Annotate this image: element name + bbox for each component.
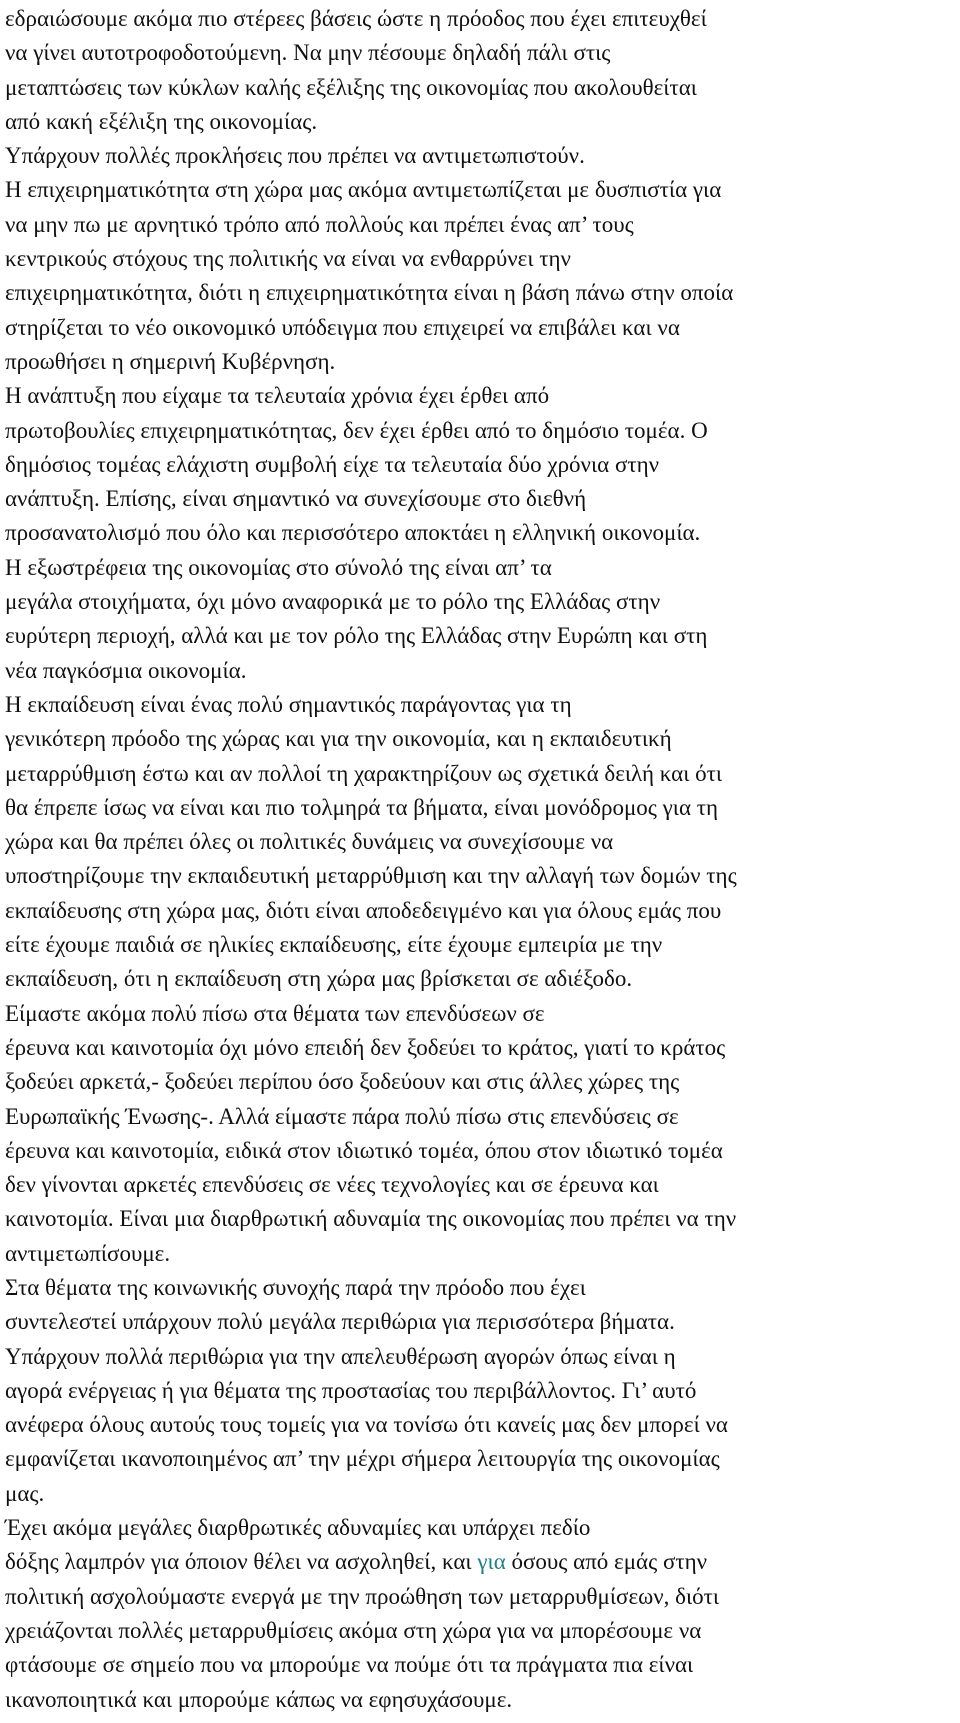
text-line: αγορά ενέργειας ή για θέματα της προστασίας του περιβάλλοντος. Γι’ αυτό bbox=[5, 1377, 697, 1403]
text-line: έρευνα και καινοτομία, ειδικά στον ιδιωτικό τομέα, όπου στον ιδιωτικό τομέα bbox=[5, 1137, 723, 1163]
text-line: εκπαίδευση, ότι η εκπαίδευση στη χώρα μας βρίσκεται σε αδιέξοδο. bbox=[5, 966, 633, 992]
text-line: χώρα και θα πρέπει όλες οι πολιτικές δυνάμεις να συνεχίσουμε να bbox=[5, 829, 614, 855]
text-line: Στα θέματα της κοινωνικής συνοχής παρά την πρόοδο που έχει bbox=[5, 1274, 586, 1300]
text-line: νέα παγκόσμια οικονομία. bbox=[5, 657, 247, 683]
text-line: ξοδεύει αρκετά,- ξοδεύει περίπου όσο ξοδεύουν και στις άλλες χώρες της bbox=[5, 1069, 680, 1095]
text-line: εκπαίδευσης στη χώρα μας, διότι είναι αποδεδειγμένο και για όλους εμάς που bbox=[5, 897, 722, 923]
text-line: ανέφερα όλους αυτούς τους τομείς για να τονίσω ότι κανείς μας δεν μπορεί να bbox=[5, 1412, 728, 1438]
text-line: αντιμετωπίσουμε. bbox=[5, 1240, 171, 1266]
highlighted-word: για bbox=[477, 1549, 506, 1575]
document-body bbox=[5, 2, 955, 1545]
text-line: Η εξωστρέφεια της οικονομίας στο σύνολό της είναι απ’ τα bbox=[5, 554, 552, 580]
text-line: δημόσιος τομέας ελάχιστη συμβολή είχε τα τελευταία δύο χρόνια στην bbox=[5, 451, 660, 477]
text-after-highlight: όσους από εμάς στην bbox=[505, 1549, 708, 1575]
text-line: φτάσουμε σε σημείο που να μπορούμε να πούμε ότι τα πράγματα πια είναι bbox=[5, 1652, 694, 1678]
text-line: Η ανάπτυξη που είχαμε τα τελευταία χρόνια έχει έρθει από bbox=[5, 383, 550, 409]
text-line: Ευρωπαϊκής Ένωσης-. Αλλά είμαστε πάρα πολύ πίσω στις επενδύσεις σε bbox=[5, 1103, 679, 1129]
text-line: προσανατολισμό που όλο και περισσότερο αποκτάει η ελληνική οικονομία. bbox=[5, 520, 701, 546]
text-line: Η επιχειρηματικότητα στη χώρα μας ακόμα αντιμετωπίζεται με δυσπιστία για bbox=[5, 177, 722, 203]
text-line-highlighted bbox=[5, 1545, 955, 1579]
text-line: έρευνα και καινοτομία όχι μόνο επειδή δεν ξοδεύει το κράτος, γιατί το κράτος bbox=[5, 1034, 726, 1060]
text-line: πολιτική ασχολούμαστε ενεργά με την προώθηση των μεταρρυθμίσεων, διότι bbox=[5, 1583, 720, 1609]
text-line: μεγάλα στοιχήματα, όχι μόνο αναφορικά με το ρόλο της Ελλάδας στην bbox=[5, 589, 661, 615]
text-line: ικανοποιητικά και μπορούμε κάπως να εφησυχάσουμε. bbox=[5, 1686, 513, 1712]
text-line: μεταπτώσεις των κύκλων καλής εξέλιξης της οικονομίας που ακολουθείται bbox=[5, 74, 697, 100]
text-before-highlight: δόξης λαμπρόν για όποιον θέλει να ασχοληθεί, και bbox=[5, 1549, 478, 1575]
text-line: μας. bbox=[5, 1480, 45, 1506]
text-line: προωθήσει η σημερινή Κυβέρνηση. bbox=[5, 348, 336, 374]
text-line: γενικότερη πρόοδο της χώρας και για την οικονομία, και η εκπαιδευτική bbox=[5, 726, 672, 752]
text-line: Υπάρχουν πολλές προκλήσεις που πρέπει να αντιμετωπιστούν. bbox=[5, 143, 585, 169]
document-body-tail bbox=[5, 1580, 955, 1717]
text-line: Υπάρχουν πολλά περιθώρια για την απελευθέρωση αγορών όπως είναι η bbox=[5, 1343, 676, 1369]
text-line: επιχειρηματικότητα, διότι η επιχειρηματικότητα είναι η βάση πάνω στην οποία bbox=[5, 280, 734, 306]
text-line: Η εκπαίδευση είναι ένας πολύ σημαντικός παράγοντας για τη bbox=[5, 691, 572, 717]
text-line: εμφανίζεται ικανοποιημένος απ’ την μέχρι σήμερα λειτουργία της οικονομίας bbox=[5, 1446, 720, 1472]
text-line: Είμαστε ακόμα πολύ πίσω στα θέματα των επενδύσεων σε bbox=[5, 1000, 545, 1026]
text-line: συντελεστεί υπάρχουν πολύ μεγάλα περιθώρια για περισσότερα βήματα. bbox=[5, 1309, 675, 1335]
text-line: εδραιώσουμε ακόμα πιο στέρεες βάσεις ώστε η πρόοδος που έχει επιτευχθεί bbox=[5, 6, 707, 31]
text-line: να γίνει αυτοτροφοδοτούμενη. Να μην πέσουμε δηλαδή πάλι στις bbox=[5, 40, 611, 66]
text-line: καινοτομία. Είναι μια διαρθρωτική αδυναμία της οικονομίας που πρέπει να την bbox=[5, 1206, 737, 1232]
text-line: από κακή εξέλιξη της οικονομίας. bbox=[5, 108, 318, 134]
text-line: χρειάζονται πολλές μεταρρυθμίσεις ακόμα στη χώρα για να μπορέσουμε να bbox=[5, 1617, 702, 1643]
text-line: μεταρρύθμιση έστω και αν πολλοί τη χαρακτηρίζουν ως σχετικά δειλή και ότι bbox=[5, 760, 723, 786]
text-line: θα έπρεπε ίσως να είναι και πιο τολμηρά τα βήματα, είναι μονόδρομος για τη bbox=[5, 794, 719, 820]
text-line: δεν γίνονται αρκετές επενδύσεις σε νέες τεχνολογίες και σε έρευνα και bbox=[5, 1172, 659, 1198]
text-line: ανάπτυξη. Επίσης, είναι σημαντικό να συνεχίσουμε στο διεθνή bbox=[5, 486, 587, 512]
text-line: υποστηρίζουμε την εκπαιδευτική μεταρρύθμιση και την αλλαγή των δομών της bbox=[5, 863, 737, 889]
text-line: να μην πω με αρνητικό τρόπο από πολλούς και πρέπει ένας απ’ τους bbox=[5, 211, 634, 237]
text-line: είτε έχουμε παιδιά σε ηλικίες εκπαίδευσης, είτε έχουμε εμπειρία με την bbox=[5, 932, 663, 958]
text-line: στηρίζεται το νέο οικονομικό υπόδειγμα που επιχειρεί να επιβάλει και να bbox=[5, 314, 680, 340]
text-line: Έχει ακόμα μεγάλες διαρθρωτικές αδυναμίες και υπάρχει πεδίο bbox=[5, 1515, 591, 1541]
text-line: πρωτοβουλίες επιχειρηματικότητας, δεν έχει έρθει από το δημόσιο τομέα. Ο bbox=[5, 417, 708, 443]
text-line: κεντρικούς στόχους της πολιτικής να είναι να ενθαρρύνει την bbox=[5, 246, 571, 272]
text-line: ευρύτερη περιοχή, αλλά και με τον ρόλο της Ελλάδας στην Ευρώπη και στη bbox=[5, 623, 708, 649]
